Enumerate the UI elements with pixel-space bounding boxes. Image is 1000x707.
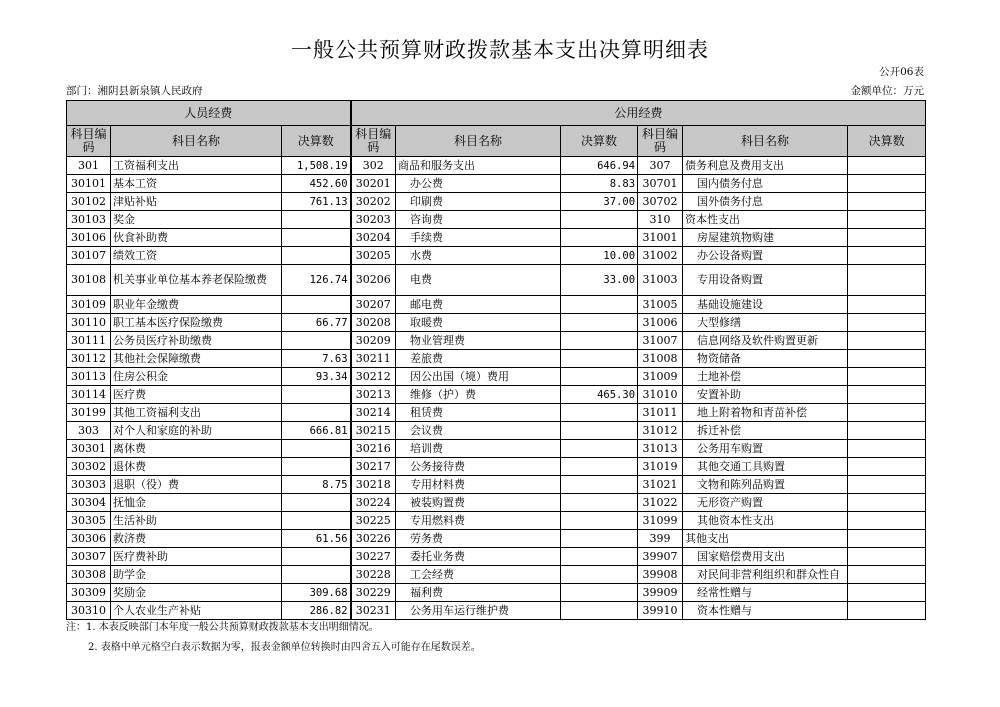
subject-code-cell: 39910 [638, 602, 683, 620]
subject-code-cell: 30112 [67, 350, 111, 368]
subject-name-cell: 委托业务费 [396, 548, 561, 566]
table-row [67, 193, 926, 211]
amount-cell [282, 332, 351, 350]
subject-code-cell: 30201 [351, 175, 396, 193]
table-row [67, 332, 926, 350]
subject-name-cell: 其他社会保障缴费 [111, 350, 282, 368]
subject-code-cell: 30216 [351, 440, 396, 458]
amount-cell [561, 332, 638, 350]
amount-cell [561, 548, 638, 566]
amount-cell: 37.00 [561, 193, 638, 211]
subject-name-cell: 公务用车购置 [683, 440, 848, 458]
amount-cell [282, 440, 351, 458]
subject-name-cell: 被装购置费 [396, 494, 561, 512]
header-group-row [67, 101, 926, 126]
subject-name-cell: 土地补偿 [683, 368, 848, 386]
subject-name-cell: 医疗费补助 [111, 548, 282, 566]
subject-code-cell: 31007 [638, 332, 683, 350]
subject-name-cell: 国内债务付息 [683, 175, 848, 193]
amount-cell [282, 566, 351, 584]
subject-code-cell: 301 [67, 157, 111, 175]
table-row [67, 157, 926, 175]
subject-name-cell: 公务接待费 [396, 458, 561, 476]
amount-cell [848, 476, 926, 494]
subject-code-cell: 30111 [67, 332, 111, 350]
amount-cell [848, 440, 926, 458]
subject-name-cell: 对个人和家庭的补助 [111, 422, 282, 440]
subject-name-cell: 资本性赠与 [683, 602, 848, 620]
subject-code-cell: 30102 [67, 193, 111, 211]
subject-code-cell: 399 [638, 530, 683, 548]
amount-cell: 1,508.19 [282, 157, 351, 175]
amount-cell: 66.77 [282, 314, 351, 332]
table-row [67, 229, 926, 247]
subject-code-cell: 31005 [638, 296, 683, 314]
amount-cell: 8.83 [561, 175, 638, 193]
subject-code-cell: 30215 [351, 422, 396, 440]
department-label: 部门：湘阴县新泉镇人民政府 [66, 85, 203, 97]
subject-name-cell: 地上附着物和青苗补偿 [683, 404, 848, 422]
amount-cell [848, 548, 926, 566]
subject-code-cell: 31010 [638, 386, 683, 404]
amount-cell: 286.82 [282, 602, 351, 620]
amount-cell [561, 440, 638, 458]
subject-name-cell: 印刷费 [396, 193, 561, 211]
subject-code-cell: 30301 [67, 440, 111, 458]
amount-cell [561, 530, 638, 548]
subject-name-cell: 工会经费 [396, 566, 561, 584]
subject-name-cell: 办公费 [396, 175, 561, 193]
col-header-name: 科目名称 [396, 126, 561, 157]
amount-cell: 10.00 [561, 247, 638, 265]
amount-cell [561, 476, 638, 494]
form-code: 公开06表 [879, 66, 924, 78]
subject-name-cell: 个人农业生产补贴 [111, 602, 282, 620]
subject-name-cell: 助学金 [111, 566, 282, 584]
subject-code-cell: 39907 [638, 548, 683, 566]
subject-code-cell: 30224 [351, 494, 396, 512]
col-header-code: 科目编码 [351, 126, 396, 157]
subject-name-cell: 会议费 [396, 422, 561, 440]
notes [66, 618, 481, 658]
subject-code-cell: 30218 [351, 476, 396, 494]
table-row [67, 494, 926, 512]
amount-cell [282, 211, 351, 229]
col-header-amount: 决算数 [561, 126, 638, 157]
amount-cell [848, 314, 926, 332]
subject-name-cell: 职工基本医疗保险缴费 [111, 314, 282, 332]
table-row [67, 296, 926, 314]
amount-cell [848, 157, 926, 175]
subject-code-cell: 31022 [638, 494, 683, 512]
subject-name-cell: 安置补助 [683, 386, 848, 404]
amount-cell [561, 404, 638, 422]
subject-name-cell: 房屋建筑物购建 [683, 229, 848, 247]
table-row [67, 350, 926, 368]
subject-name-cell: 对民间非营利组织和群众性自 [683, 566, 848, 584]
amount-cell [561, 211, 638, 229]
amount-cell [848, 530, 926, 548]
subject-name-cell: 奖励金 [111, 584, 282, 602]
amount-cell [848, 584, 926, 602]
subject-name-cell: 电费 [396, 265, 561, 296]
amount-cell [848, 566, 926, 584]
note-1: 注：1. 本表反映部门本年度一般公共预算财政拨款基本支出明细情况。 [66, 622, 379, 633]
subject-code-cell: 307 [638, 157, 683, 175]
subject-code-cell: 30203 [351, 211, 396, 229]
col-header-name: 科目名称 [111, 126, 282, 157]
amount-cell [561, 602, 638, 620]
subject-name-cell: 文物和陈列品购置 [683, 476, 848, 494]
subject-code-cell: 30199 [67, 404, 111, 422]
amount-cell [282, 404, 351, 422]
amount-cell [848, 386, 926, 404]
amount-cell [561, 368, 638, 386]
subject-name-cell: 职业年金缴费 [111, 296, 282, 314]
amount-cell [848, 422, 926, 440]
amount-cell [282, 548, 351, 566]
table-row [67, 584, 926, 602]
table-row [67, 368, 926, 386]
table-row [67, 602, 926, 620]
subject-name-cell: 其他支出 [683, 530, 848, 548]
subject-name-cell: 生活补助 [111, 512, 282, 530]
amount-cell [848, 512, 926, 530]
subject-code-cell: 30205 [351, 247, 396, 265]
amount-cell [282, 247, 351, 265]
subject-name-cell: 基础设施建设 [683, 296, 848, 314]
subject-name-cell: 国外债务付息 [683, 193, 848, 211]
note-2: 2. 表格中单元格空白表示数据为零，报表金额单位转换时由四舍五入可能存在尾数误差。 [88, 642, 481, 653]
expenditure-table [66, 100, 926, 620]
subject-name-cell: 维修（护）费 [396, 386, 561, 404]
amount-cell [848, 458, 926, 476]
amount-cell [561, 296, 638, 314]
subject-code-cell: 31002 [638, 247, 683, 265]
subject-name-cell: 专用燃料费 [396, 512, 561, 530]
subject-name-cell: 差旅费 [396, 350, 561, 368]
header-column-row [67, 126, 926, 157]
amount-cell [848, 602, 926, 620]
subject-code-cell: 30113 [67, 368, 111, 386]
amount-cell [561, 422, 638, 440]
subject-name-cell: 经常性赠与 [683, 584, 848, 602]
amount-cell: 666.81 [282, 422, 351, 440]
amount-cell: 93.34 [282, 368, 351, 386]
amount-cell [848, 211, 926, 229]
amount-cell: 646.94 [561, 157, 638, 175]
table-row [67, 175, 926, 193]
amount-cell [848, 350, 926, 368]
subject-name-cell: 救济费 [111, 530, 282, 548]
subject-code-cell: 30110 [67, 314, 111, 332]
amount-cell [848, 193, 926, 211]
subject-name-cell: 因公出国（境）费用 [396, 368, 561, 386]
subject-code-cell: 310 [638, 211, 683, 229]
table-row [67, 548, 926, 566]
amount-cell [561, 584, 638, 602]
subject-name-cell: 专用设备购置 [683, 265, 848, 296]
table-row [67, 512, 926, 530]
subject-name-cell: 租赁费 [396, 404, 561, 422]
amount-cell: 61.56 [282, 530, 351, 548]
subject-name-cell: 商品和服务支出 [396, 157, 561, 175]
subject-code-cell: 31012 [638, 422, 683, 440]
subject-name-cell: 住房公积金 [111, 368, 282, 386]
subject-name-cell: 绩效工资 [111, 247, 282, 265]
page-title: 一般公共预算财政拨款基本支出决算明细表 [291, 38, 709, 62]
subject-code-cell: 39909 [638, 584, 683, 602]
amount-cell: 761.13 [282, 193, 351, 211]
amount-cell [561, 458, 638, 476]
subject-name-cell: 专用材料费 [396, 476, 561, 494]
table-row [67, 386, 926, 404]
subject-name-cell: 奖金 [111, 211, 282, 229]
table-row [67, 440, 926, 458]
subject-code-cell: 31099 [638, 512, 683, 530]
table-row [67, 404, 926, 422]
table-row [67, 314, 926, 332]
personnel-header: 人员经费 [67, 101, 351, 126]
subject-code-cell: 30114 [67, 386, 111, 404]
subject-code-cell: 30101 [67, 175, 111, 193]
table-row [67, 476, 926, 494]
subject-code-cell: 30701 [638, 175, 683, 193]
amount-cell: 7.63 [282, 350, 351, 368]
subject-code-cell: 31019 [638, 458, 683, 476]
subject-name-cell: 其他资本性支出 [683, 512, 848, 530]
table-row [67, 247, 926, 265]
amount-cell [848, 247, 926, 265]
subject-code-cell: 30103 [67, 211, 111, 229]
amount-cell [561, 494, 638, 512]
subject-name-cell: 福利费 [396, 584, 561, 602]
subject-name-cell: 公务员医疗补助缴费 [111, 332, 282, 350]
amount-cell [282, 386, 351, 404]
amount-cell [848, 368, 926, 386]
subject-code-cell: 30308 [67, 566, 111, 584]
subject-name-cell: 办公设备购置 [683, 247, 848, 265]
subject-name-cell: 医疗费 [111, 386, 282, 404]
subject-name-cell: 工资福利支出 [111, 157, 282, 175]
subject-code-cell: 30202 [351, 193, 396, 211]
subject-code-cell: 31011 [638, 404, 683, 422]
subject-code-cell: 30207 [351, 296, 396, 314]
subject-name-cell: 债务利息及费用支出 [683, 157, 848, 175]
subject-code-cell: 30225 [351, 512, 396, 530]
amount-cell: 465.30 [561, 386, 638, 404]
table-row [67, 530, 926, 548]
subject-name-cell: 邮电费 [396, 296, 561, 314]
table-row [67, 458, 926, 476]
amount-cell: 8.75 [282, 476, 351, 494]
subject-name-cell: 拆迁补偿 [683, 422, 848, 440]
col-header-name: 科目名称 [683, 126, 848, 157]
subject-code-cell: 30304 [67, 494, 111, 512]
subject-name-cell: 国家赔偿费用支出 [683, 548, 848, 566]
subject-code-cell: 30309 [67, 584, 111, 602]
subject-name-cell: 无形资产购置 [683, 494, 848, 512]
amount-cell: 33.00 [561, 265, 638, 296]
subject-name-cell: 退休费 [111, 458, 282, 476]
subject-name-cell: 大型修缮 [683, 314, 848, 332]
amount-cell [282, 458, 351, 476]
subject-name-cell: 资本性支出 [683, 211, 848, 229]
subject-code-cell: 31003 [638, 265, 683, 296]
subject-code-cell: 39908 [638, 566, 683, 584]
amount-cell [561, 350, 638, 368]
subject-name-cell: 基本工资 [111, 175, 282, 193]
public-header: 公用经费 [351, 101, 926, 126]
amount-cell: 309.68 [282, 584, 351, 602]
col-header-code: 科目编码 [67, 126, 111, 157]
table-row [67, 566, 926, 584]
table-row [67, 422, 926, 440]
amount-cell [848, 494, 926, 512]
amount-cell [848, 404, 926, 422]
amount-cell [561, 512, 638, 530]
subject-name-cell: 公务用车运行维护费 [396, 602, 561, 620]
amount-cell [848, 229, 926, 247]
subject-code-cell: 30228 [351, 566, 396, 584]
col-header-amount: 决算数 [848, 126, 926, 157]
subject-name-cell: 手续费 [396, 229, 561, 247]
amount-cell [282, 512, 351, 530]
subject-code-cell: 30305 [67, 512, 111, 530]
subject-code-cell: 30217 [351, 458, 396, 476]
subject-code-cell: 30206 [351, 265, 396, 296]
subject-code-cell: 30307 [67, 548, 111, 566]
amount-cell [848, 296, 926, 314]
subject-code-cell: 30106 [67, 229, 111, 247]
subject-code-cell: 30310 [67, 602, 111, 620]
amount-cell [282, 296, 351, 314]
subject-name-cell: 抚恤金 [111, 494, 282, 512]
amount-cell [282, 229, 351, 247]
subject-code-cell: 30306 [67, 530, 111, 548]
subject-code-cell: 30209 [351, 332, 396, 350]
table-row [67, 211, 926, 229]
subject-name-cell: 机关事业单位基本养老保险缴费 [111, 265, 282, 296]
subject-code-cell: 302 [351, 157, 396, 175]
amount-unit-label: 金额单位：万元 [850, 85, 924, 97]
subject-name-cell: 培训费 [396, 440, 561, 458]
subject-code-cell: 31001 [638, 229, 683, 247]
subject-name-cell: 水费 [396, 247, 561, 265]
subject-code-cell: 30231 [351, 602, 396, 620]
subject-name-cell: 取暖费 [396, 314, 561, 332]
subject-name-cell: 物资储备 [683, 350, 848, 368]
subject-code-cell: 31008 [638, 350, 683, 368]
amount-cell [561, 229, 638, 247]
subject-code-cell: 30204 [351, 229, 396, 247]
subject-code-cell: 303 [67, 422, 111, 440]
subject-name-cell: 离休费 [111, 440, 282, 458]
amount-cell: 126.74 [282, 265, 351, 296]
subject-code-cell: 31013 [638, 440, 683, 458]
subject-code-cell: 31006 [638, 314, 683, 332]
subject-code-cell: 30702 [638, 193, 683, 211]
subject-name-cell: 津贴补贴 [111, 193, 282, 211]
subject-name-cell: 退职（役）费 [111, 476, 282, 494]
subject-code-cell: 30211 [351, 350, 396, 368]
subject-name-cell: 其他交通工具购置 [683, 458, 848, 476]
table-row [67, 265, 926, 296]
amount-cell [561, 566, 638, 584]
subject-code-cell: 30109 [67, 296, 111, 314]
subject-name-cell: 其他工资福利支出 [111, 404, 282, 422]
subject-code-cell: 30302 [67, 458, 111, 476]
amount-cell: 452.60 [282, 175, 351, 193]
subject-code-cell: 30213 [351, 386, 396, 404]
col-header-amount: 决算数 [282, 126, 351, 157]
subject-name-cell: 劳务费 [396, 530, 561, 548]
subject-code-cell: 30226 [351, 530, 396, 548]
subject-name-cell: 伙食补助费 [111, 229, 282, 247]
amount-cell [561, 314, 638, 332]
subject-code-cell: 30107 [67, 247, 111, 265]
subject-code-cell: 30303 [67, 476, 111, 494]
subject-name-cell: 物业管理费 [396, 332, 561, 350]
subject-code-cell: 30229 [351, 584, 396, 602]
subject-code-cell: 31021 [638, 476, 683, 494]
subject-code-cell: 30212 [351, 368, 396, 386]
subject-name-cell: 咨询费 [396, 211, 561, 229]
amount-cell [848, 265, 926, 296]
col-header-code: 科目编码 [638, 126, 683, 157]
subject-code-cell: 31009 [638, 368, 683, 386]
subject-code-cell: 30214 [351, 404, 396, 422]
subject-name-cell: 信息网络及软件购置更新 [683, 332, 848, 350]
amount-cell [848, 332, 926, 350]
subject-code-cell: 30108 [67, 265, 111, 296]
amount-cell [282, 494, 351, 512]
amount-cell [848, 175, 926, 193]
subject-code-cell: 30227 [351, 548, 396, 566]
subject-code-cell: 30208 [351, 314, 396, 332]
